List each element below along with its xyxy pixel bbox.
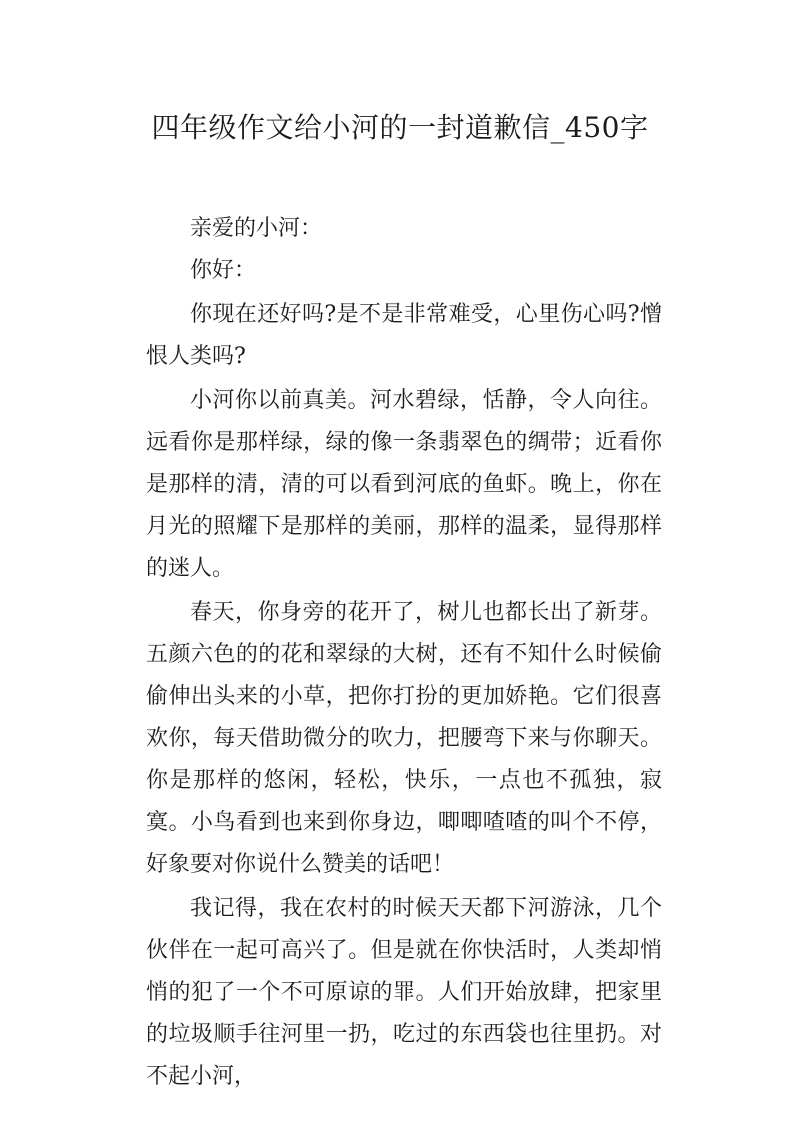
paragraph: 你现在还好吗?是不是非常难受，心里伤心吗?憎恨人类吗? xyxy=(146,302,662,369)
paragraph: 小河你以前真美。河水碧绿，恬静，令人向往。远看你是那样绿，绿的像一条翡翠色的绸带；近看你是那样的清，清的可以看到河底的鱼虾。晚上，你在月光的照耀下是那样的美丽，那样的温柔，显得那样的迷人。 xyxy=(146,388,662,581)
salutation: 亲爱的小河： xyxy=(190,216,323,241)
paragraph: 我记得，我在农村的时候天天都下河游泳，几个伙伴在一起可高兴了。但是就在你快活时，人类却悄悄的犯了一个不可原谅的罪。人们开始放肆，把家里的垃圾顺手往河里一扔，吃过的东西袋也往里扔。对不起小河， xyxy=(146,896,662,1089)
document-title: 四年级作文给小河的一封道歉信_450字 xyxy=(151,111,649,144)
paragraph: 春天，你身旁的花开了，树儿也都长出了新芽。五颜六色的的花和翠绿的大树，还有不知什么时候偷偷伸出头来的小草，把你打扮的更加娇艳。它们很喜欢你，每天借助微分的吹力，把腰弯下来与你聊天。你是那样的悠闲，轻松，快乐，一点也不孤独，寂寞。小鸟看到也来到你身边，唧唧喳喳的叫个不停，好象要对你说什么赞美的话吧！ xyxy=(146,600,662,877)
greeting: 你好： xyxy=(190,258,257,283)
letter-body xyxy=(146,208,662,1098)
